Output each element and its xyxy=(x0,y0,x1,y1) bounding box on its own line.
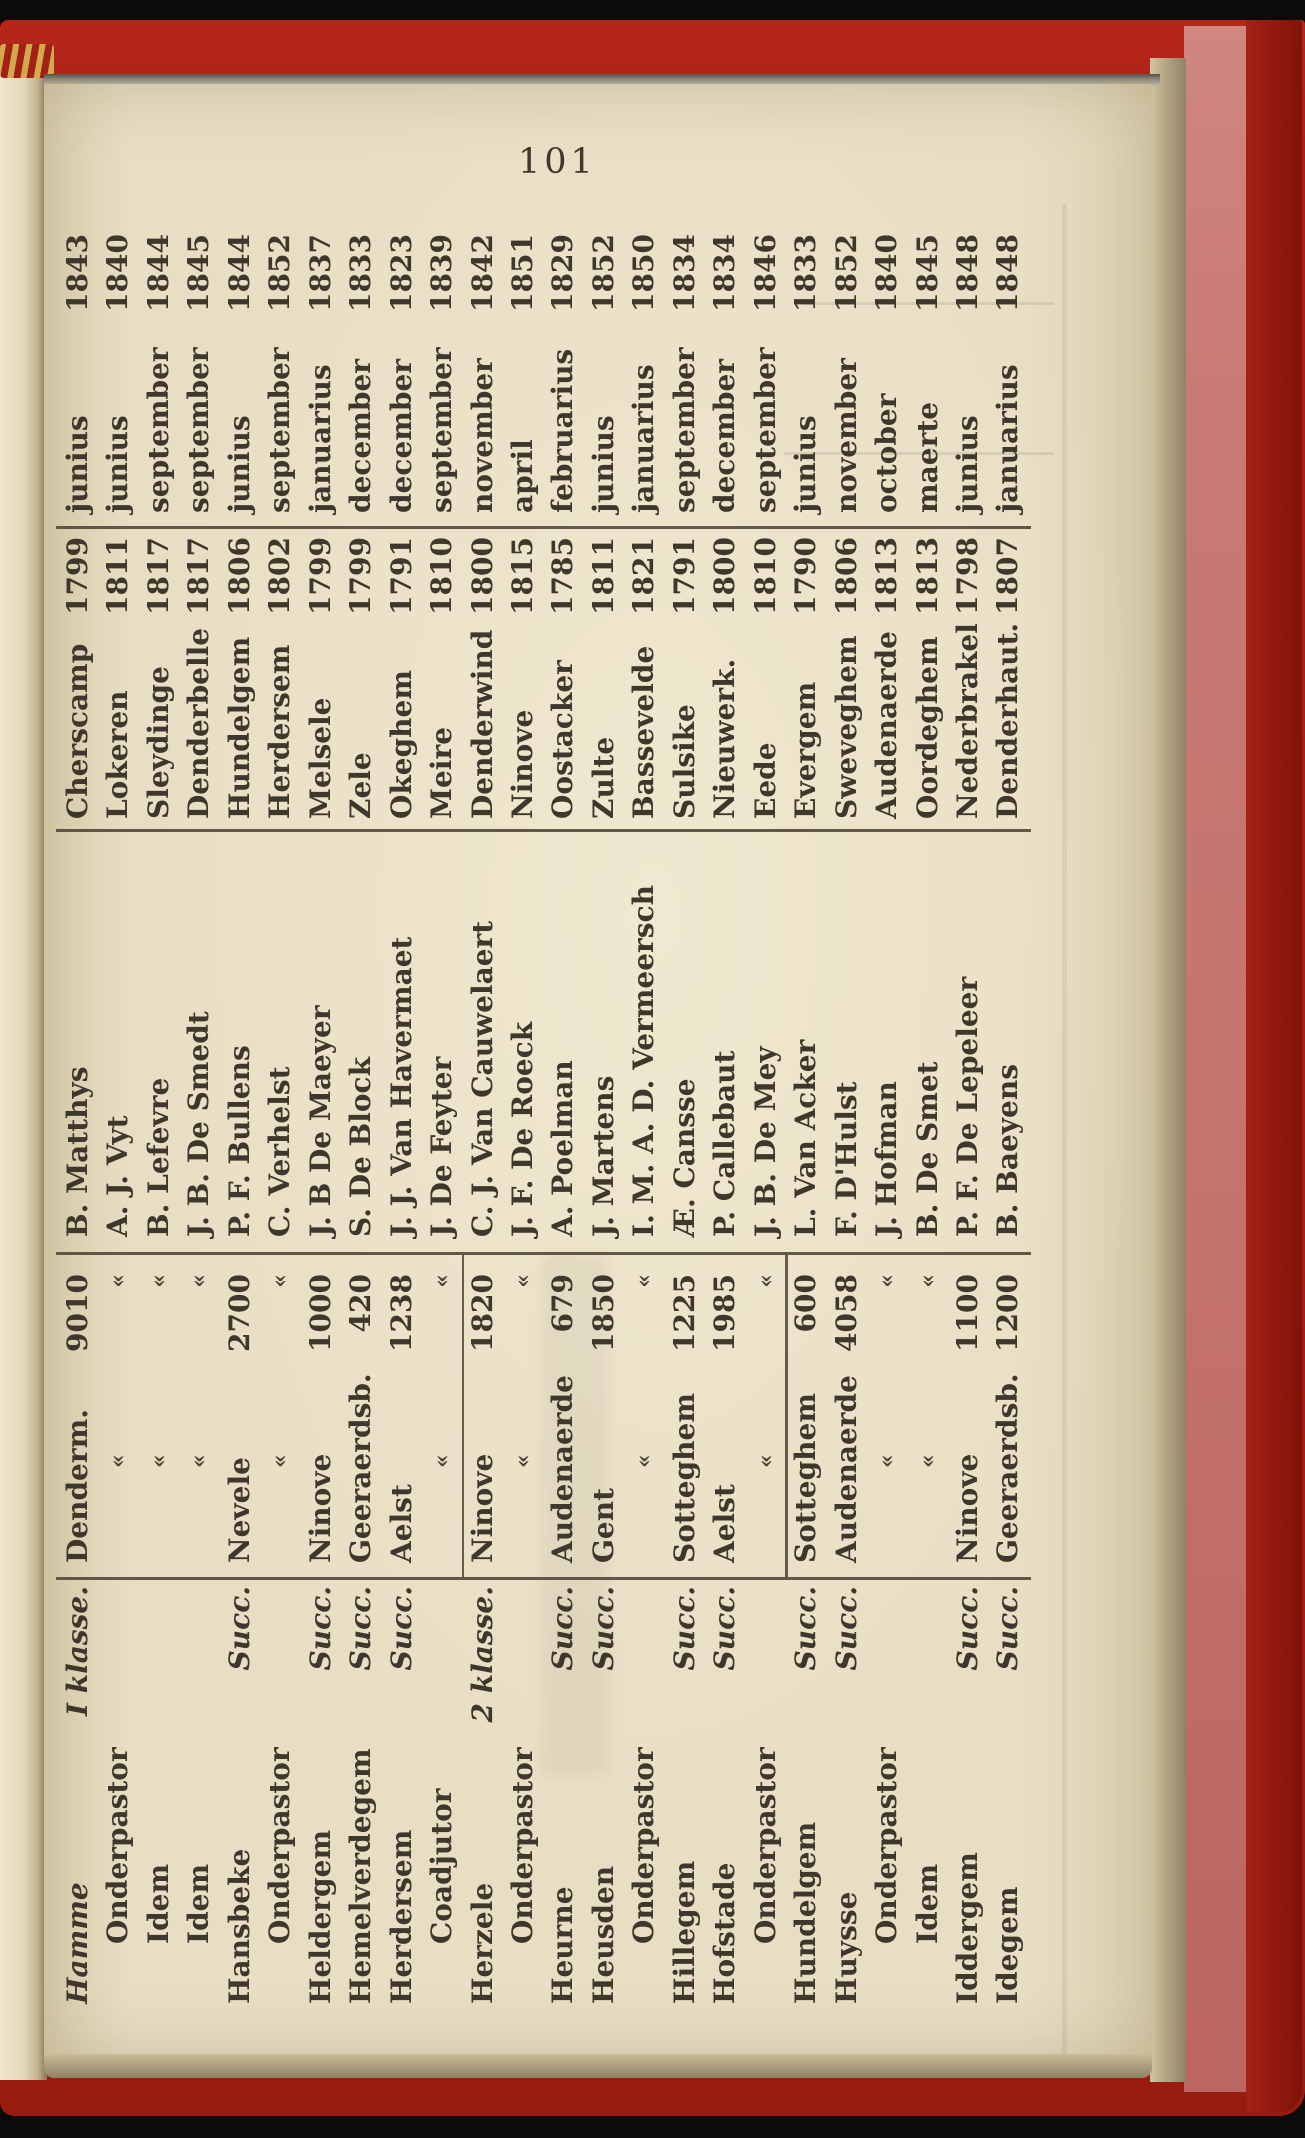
birth-year: 1799 xyxy=(303,537,337,615)
birth-year: 1813 xyxy=(910,537,944,615)
amount-value: « xyxy=(874,1274,901,1288)
parish-name: Idegem xyxy=(991,1886,1025,2004)
role-label: Onderpastor xyxy=(263,1747,297,1944)
succursale-place: Ninove xyxy=(303,1453,337,1563)
person-name: J. B. De Mey xyxy=(748,1046,782,1237)
person-name: J. J. Van Havermaet xyxy=(384,936,418,1237)
birthplace: Nieuwerk. xyxy=(708,658,742,819)
month-label: december xyxy=(384,358,418,513)
person-name: P. Callebaut xyxy=(708,1050,742,1237)
table-row xyxy=(260,230,300,2010)
birthplace: Hundelgem xyxy=(222,636,256,819)
class-label: Succ. xyxy=(384,1586,418,1671)
year-value: 1844 xyxy=(141,234,175,312)
amount-value: « xyxy=(105,1274,132,1288)
birth-year: 1810 xyxy=(748,537,782,615)
table-row xyxy=(139,230,179,2010)
table-row xyxy=(624,230,664,2010)
birth-year: 1811 xyxy=(586,537,620,615)
month-label: september xyxy=(263,347,297,513)
year-value: 1844 xyxy=(222,234,256,312)
succursale-place: Gent xyxy=(586,1487,620,1563)
parish-name: Hillegem xyxy=(667,1860,701,2004)
book-cover-right-edge xyxy=(1246,20,1302,2112)
birth-year: 1817 xyxy=(182,537,216,615)
birthplace: Sulsike xyxy=(667,704,701,819)
birthplace: Eede xyxy=(748,742,782,819)
month-label: junius xyxy=(61,415,94,513)
birth-year: 1800 xyxy=(708,537,742,615)
class-label: Succ. xyxy=(667,1586,701,1671)
birth-year: 1810 xyxy=(425,537,459,615)
month-label: junius xyxy=(222,415,256,513)
succursale-place: « xyxy=(914,1454,941,1468)
class-label: I klasse. xyxy=(61,1586,94,1717)
amount-value: 1100 xyxy=(950,1274,984,1352)
parish-name: Hundelgem xyxy=(789,1821,823,2004)
birthplace: Denderwind xyxy=(465,629,499,819)
succursale-place: Sotteghem xyxy=(667,1393,701,1563)
role-label: Onderpastor xyxy=(627,1747,661,1944)
person-name: J. Martens xyxy=(586,1075,620,1237)
role-label: Idem xyxy=(910,1863,944,1944)
birthplace: Meire xyxy=(425,726,459,819)
birthplace: Herdersem xyxy=(263,644,297,819)
year-value: 1840 xyxy=(101,234,135,312)
amount-value: « xyxy=(509,1274,536,1288)
table-row xyxy=(867,230,907,2010)
succursale-place: « xyxy=(145,1454,172,1468)
year-value: 1852 xyxy=(263,234,297,312)
parish-name: Hamme xyxy=(61,1882,94,2004)
amount-value: 1225 xyxy=(667,1274,701,1352)
birth-year: 1785 xyxy=(546,537,580,615)
year-value: 1837 xyxy=(303,234,337,312)
rotated-table xyxy=(58,230,1029,2010)
table-row xyxy=(98,230,138,2010)
month-label: september xyxy=(141,347,175,513)
birth-year: 1806 xyxy=(829,537,863,615)
birthplace: Okeghem xyxy=(384,670,418,819)
year-value: 1823 xyxy=(384,234,418,312)
role-label: Coadjutor xyxy=(425,1788,459,1944)
month-label: september xyxy=(748,347,782,513)
person-name: B. De Smet xyxy=(910,1061,944,1237)
amount-value: « xyxy=(914,1274,941,1288)
year-value: 1851 xyxy=(505,234,539,312)
table-row xyxy=(341,230,381,2010)
birthplace: Sweveghem xyxy=(829,635,863,819)
table-row xyxy=(908,230,948,2010)
month-label: november xyxy=(829,358,863,513)
parish-name: Hansbeke xyxy=(222,1848,256,2004)
year-value: 1833 xyxy=(789,234,823,312)
person-name: C. Verhelst xyxy=(263,1066,297,1237)
parish-name: Hofstade xyxy=(708,1862,742,2004)
person-name: P. F. De Lepeleer xyxy=(950,976,984,1237)
birthplace: Bassevelde xyxy=(627,645,661,819)
person-name: I. M. A. D. Vermeersch xyxy=(627,885,661,1237)
parish-name: Heusden xyxy=(586,1865,620,2004)
class-label: Succ. xyxy=(222,1586,256,1671)
birthplace: Nederbrakel xyxy=(950,623,984,819)
amount-value: 1850 xyxy=(586,1274,620,1352)
table-row xyxy=(463,230,503,2010)
year-value: 1833 xyxy=(344,234,378,312)
table-row xyxy=(827,230,867,2010)
birth-year: 1807 xyxy=(991,537,1025,615)
birthplace: Oostacker xyxy=(546,660,580,819)
role-label: Onderpastor xyxy=(870,1747,904,1944)
person-name: J. F. De Roeck xyxy=(505,1021,539,1237)
month-label: februarius xyxy=(546,348,580,513)
person-name: P. F. Bullens xyxy=(222,1045,256,1237)
month-label: junius xyxy=(101,415,135,513)
succursale-place: Nevele xyxy=(222,1457,256,1563)
year-value: 1842 xyxy=(465,234,499,312)
birthplace: Cherscamp xyxy=(61,643,94,819)
table-row xyxy=(422,230,462,2010)
person-name: L. Van Acker xyxy=(789,1039,823,1237)
amount-value: « xyxy=(429,1274,456,1288)
year-value: 1840 xyxy=(870,234,904,312)
birthplace: Oordeghem xyxy=(910,636,944,819)
succursale-place: Audenaerde xyxy=(546,1375,580,1563)
class-label: Succ. xyxy=(829,1586,863,1671)
table-row xyxy=(746,230,786,2010)
succursale-place: « xyxy=(267,1454,294,1468)
amount-value: « xyxy=(631,1274,658,1288)
amount-value: 1000 xyxy=(303,1274,337,1352)
year-value: 1834 xyxy=(667,234,701,312)
month-label: december xyxy=(344,358,378,513)
year-value: 1845 xyxy=(910,234,944,312)
person-name: S. De Block xyxy=(344,1057,378,1237)
succursale-place: « xyxy=(874,1454,901,1468)
person-name: J. Hofman xyxy=(870,1081,904,1237)
year-value: 1852 xyxy=(586,234,620,312)
parish-name: Heldergem xyxy=(303,1829,337,2004)
person-name: C. J. Van Cauwelaert xyxy=(465,920,499,1237)
table-row xyxy=(543,230,583,2010)
table-row xyxy=(503,230,543,2010)
amount-value: 1985 xyxy=(708,1274,742,1352)
year-value: 1834 xyxy=(708,234,742,312)
person-name: A. J. Vyt xyxy=(101,1115,135,1237)
role-label: Idem xyxy=(141,1863,175,1944)
person-name: B. Matthys xyxy=(61,1066,94,1237)
amount-value: 1200 xyxy=(991,1274,1025,1352)
table-row xyxy=(948,230,988,2010)
year-value: 1850 xyxy=(627,234,661,312)
birth-year: 1813 xyxy=(870,537,904,615)
birth-year: 1821 xyxy=(627,537,661,615)
class-label: Succ. xyxy=(586,1586,620,1671)
book-cover-inner-hinge xyxy=(1184,26,1248,2092)
succursale-place: « xyxy=(509,1454,536,1468)
year-value: 1845 xyxy=(182,234,216,312)
birthplace: Denderbelle xyxy=(182,627,216,819)
person-name: J. De Feyter xyxy=(425,1056,459,1237)
amount-value: 2700 xyxy=(222,1274,256,1352)
table-row xyxy=(786,230,826,2010)
month-label: junius xyxy=(789,415,823,513)
birth-year: 1791 xyxy=(667,537,701,615)
amount-value: 4058 xyxy=(829,1274,863,1352)
page-stack-bottom-edge xyxy=(44,2054,1152,2078)
succursale-place: Ninove xyxy=(950,1453,984,1563)
birthplace: Denderhaut. xyxy=(991,622,1025,819)
class-label: Succ. xyxy=(344,1586,378,1671)
succursale-place: « xyxy=(429,1454,456,1468)
class-label: Succ. xyxy=(303,1586,337,1671)
class-label: Succ. xyxy=(789,1586,823,1671)
succursale-place: « xyxy=(186,1454,213,1468)
month-label: junius xyxy=(586,415,620,513)
amount-value: « xyxy=(186,1274,213,1288)
birth-year: 1802 xyxy=(263,537,297,615)
person-name: J. B. De Smedt xyxy=(182,1011,216,1237)
month-label: januarius xyxy=(627,364,661,513)
amount-value: « xyxy=(752,1274,779,1288)
spine-endband xyxy=(0,44,54,78)
birthplace: Sleydinge xyxy=(141,666,175,819)
year-value: 1846 xyxy=(748,234,782,312)
amount-value: 420 xyxy=(344,1274,378,1333)
birth-year: 1815 xyxy=(505,537,539,615)
month-label: october xyxy=(870,393,904,513)
parish-name: Huysse xyxy=(829,1891,863,2004)
birthplace: Audenaerde xyxy=(870,631,904,819)
birth-year: 1798 xyxy=(950,537,984,615)
birthplace: Zulte xyxy=(586,736,620,819)
person-name: F. D'Hulst xyxy=(829,1081,863,1237)
birth-year: 1799 xyxy=(61,537,94,615)
birth-year: 1811 xyxy=(101,537,135,615)
class-label: Succ. xyxy=(950,1586,984,1671)
role-label: Onderpastor xyxy=(505,1747,539,1944)
month-label: januarius xyxy=(303,364,337,513)
month-label: september xyxy=(667,347,701,513)
amount-value: 9010 xyxy=(61,1274,94,1352)
role-label: Onderpastor xyxy=(101,1747,135,1944)
table-row xyxy=(301,230,341,2010)
table-row xyxy=(705,230,745,2010)
year-value: 1848 xyxy=(950,234,984,312)
table-row xyxy=(988,230,1028,2010)
succursale-place: Aelst xyxy=(384,1484,418,1563)
birthplace: Melsele xyxy=(303,697,337,819)
book-page xyxy=(44,84,1152,2060)
page-number: 101 xyxy=(518,142,597,182)
birthplace: Ninove xyxy=(505,709,539,819)
page-stack-fore-edge xyxy=(1150,58,1186,2082)
role-label: Onderpastor xyxy=(748,1747,782,1944)
person-name: B. Baeyens xyxy=(991,1064,1025,1237)
year-value: 1843 xyxy=(61,234,94,312)
table-row xyxy=(584,230,624,2010)
month-label: junius xyxy=(950,415,984,513)
year-value: 1829 xyxy=(546,234,580,312)
class-label: Succ. xyxy=(991,1586,1025,1671)
class-label: Succ. xyxy=(546,1586,580,1671)
month-label: maerte xyxy=(910,401,944,513)
table-rows xyxy=(58,230,1029,2010)
parish-name: Iddergem xyxy=(950,1852,984,2004)
amount-value: 600 xyxy=(789,1274,823,1333)
year-value: 1848 xyxy=(991,234,1025,312)
class-label: 2 klasse. xyxy=(465,1586,499,1723)
birthplace: Evergem xyxy=(789,681,823,819)
birth-year: 1817 xyxy=(141,537,175,615)
amount-value: 1820 xyxy=(465,1274,499,1352)
amount-value: « xyxy=(267,1274,294,1288)
person-name: A. Poelman xyxy=(546,1060,580,1237)
class-label: Succ. xyxy=(708,1586,742,1671)
succursale-place: Ninove xyxy=(465,1453,499,1563)
amount-value: 1238 xyxy=(384,1274,418,1352)
month-label: november xyxy=(465,358,499,513)
succursale-place: Aelst xyxy=(708,1484,742,1563)
succursale-place: Geeraerdsb. xyxy=(344,1373,378,1563)
facing-page-edge xyxy=(0,52,47,2080)
person-name: Æ. Cansse xyxy=(667,1078,701,1237)
year-value: 1852 xyxy=(829,234,863,312)
person-name: B. Lefevre xyxy=(141,1077,175,1237)
parish-name: Heurne xyxy=(546,1886,580,2004)
page-crease xyxy=(1062,204,1067,2054)
table-row xyxy=(665,230,705,2010)
month-label: januarius xyxy=(991,364,1025,513)
succursale-place: « xyxy=(752,1454,779,1468)
birth-year: 1791 xyxy=(384,537,418,615)
month-label: april xyxy=(505,439,539,513)
parish-name: Hemelverdegem xyxy=(344,1748,378,2004)
succursale-place: Sotteghem xyxy=(789,1393,823,1563)
succursale-place: Audenaerde xyxy=(829,1375,863,1563)
table-row xyxy=(382,230,422,2010)
parish-name: Herzele xyxy=(465,1882,499,2004)
month-label: september xyxy=(182,347,216,513)
table-row xyxy=(179,230,219,2010)
birthplace: Lokeren xyxy=(101,690,135,819)
birth-year: 1806 xyxy=(222,537,256,615)
birth-year: 1799 xyxy=(344,537,378,615)
parish-name: Herdersem xyxy=(384,1829,418,2004)
succursale-place: « xyxy=(631,1454,658,1468)
succursale-place: Denderm. xyxy=(61,1409,94,1563)
birthplace: Zele xyxy=(344,752,378,819)
amount-value: « xyxy=(145,1274,172,1288)
birth-year: 1790 xyxy=(789,537,823,615)
amount-value: 679 xyxy=(546,1274,580,1333)
person-name: J. B De Maeyer xyxy=(303,1005,337,1237)
month-label: september xyxy=(425,347,459,513)
succursale-place: Geeraerdsb. xyxy=(991,1373,1025,1563)
birth-year: 1800 xyxy=(465,537,499,615)
month-label: december xyxy=(708,358,742,513)
table-row xyxy=(220,230,260,2010)
table-row xyxy=(58,230,98,2010)
year-value: 1839 xyxy=(425,234,459,312)
role-label: Idem xyxy=(182,1863,216,1944)
succursale-place: « xyxy=(105,1454,132,1468)
